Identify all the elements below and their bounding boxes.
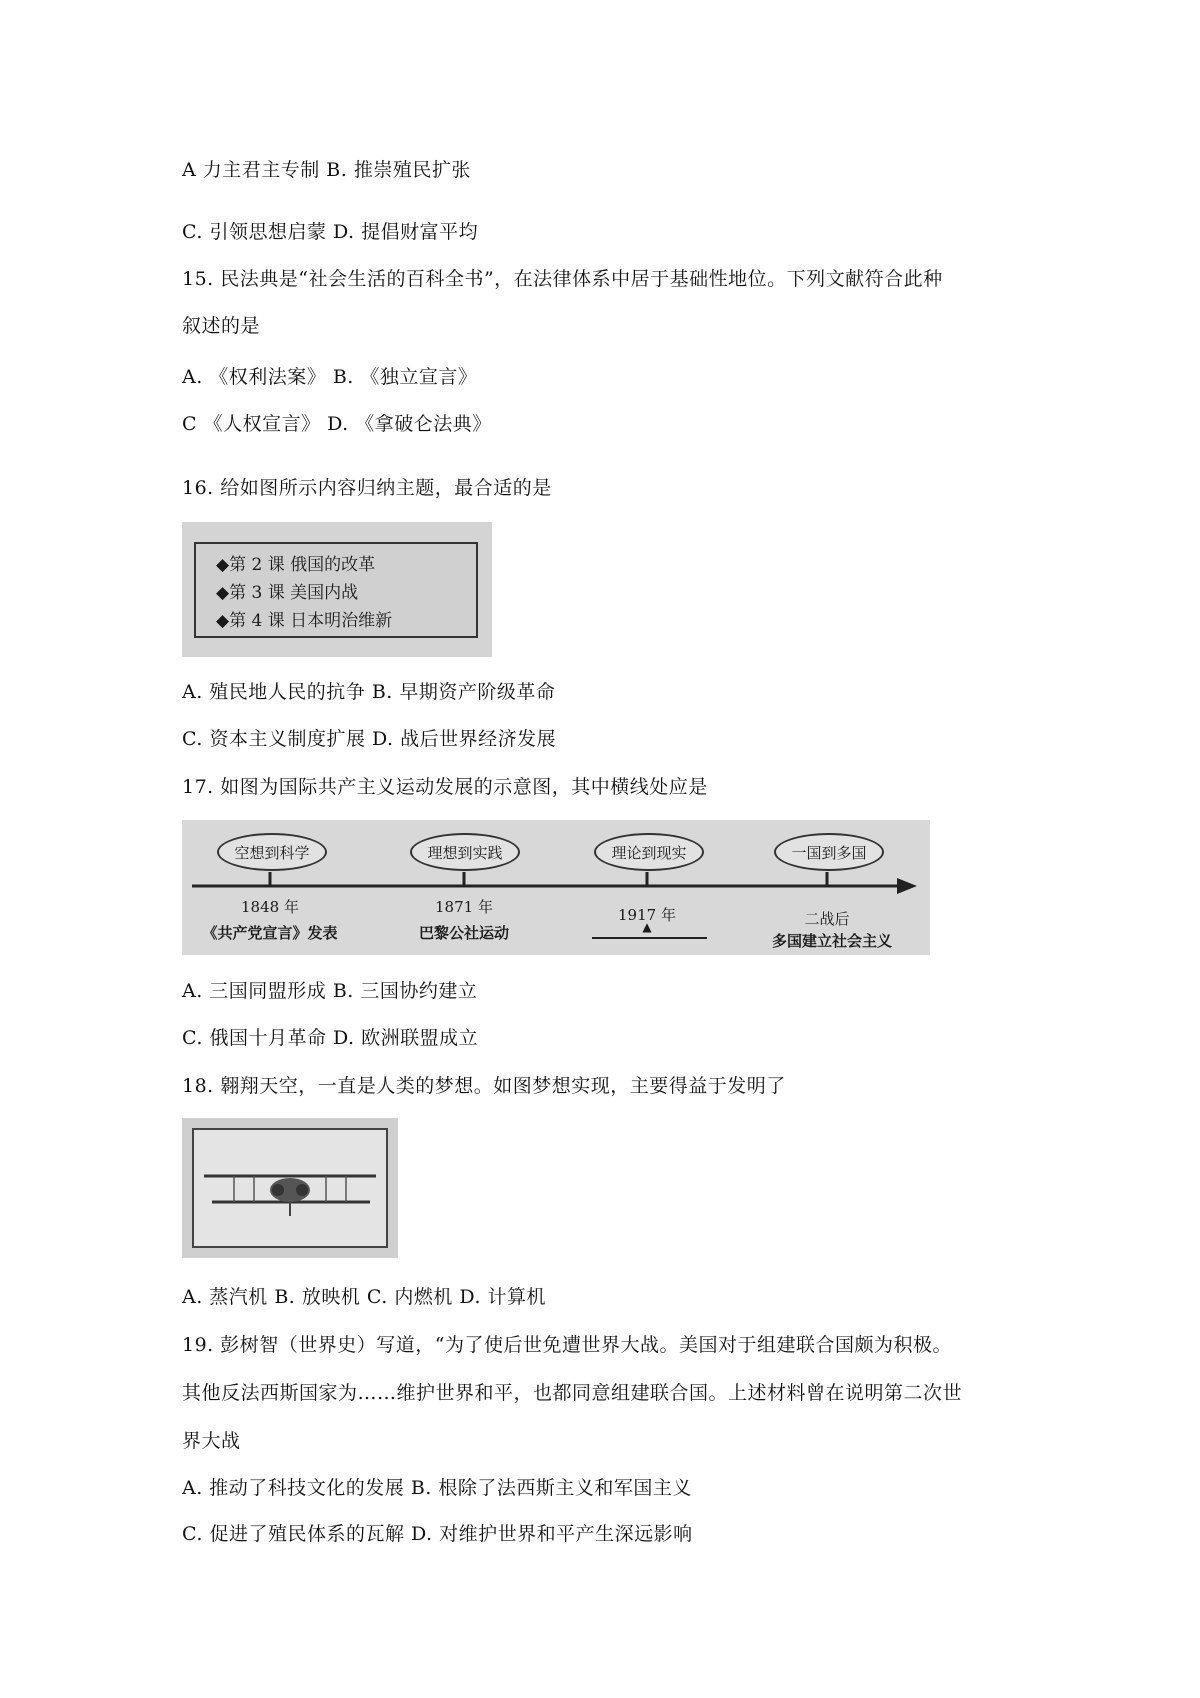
q15-options-row1: A. 《权利法案》 B. 《独立宣言》 — [182, 366, 478, 388]
q17-options-row2: C. 俄国十月革命 D. 欧洲联盟成立 — [182, 1027, 479, 1049]
q15-options-row2: C 《人权宣言》 D. 《拿破仑法典》 — [182, 413, 492, 435]
q17-stage-theory-to-reality: 理论到现实 — [594, 833, 704, 871]
q19-stem-line1: 19. 彭树智（世界史）写道，“为了使后世免遭世界大战。美国对于组建联合国颇为积极。 — [182, 1334, 952, 1356]
q17-year-1871: 1871 年 — [435, 898, 493, 916]
q17-event-socialist-states: 多国建立社会主义 — [771, 932, 892, 950]
q17-event-manifesto: 《共产党宣言》发表 — [202, 924, 338, 942]
q17-options-row1: A. 三国同盟形成 B. 三国协约建立 — [182, 980, 478, 1002]
q17-stage-one-to-many: 一国到多国 — [774, 833, 884, 871]
q17-stage-utopia-to-science: 空想到科学 — [217, 833, 327, 871]
q18-options-row1: A. 蒸汽机 B. 放映机 C. 内燃机 D. 计算机 — [182, 1286, 547, 1308]
q19-stem-line3: 界大战 — [182, 1430, 241, 1452]
q16-options-row2: C. 资本主义制度扩展 D. 战后世界经济发展 — [182, 728, 557, 750]
q15-stem-line2: 叙述的是 — [182, 315, 261, 337]
q17-stem: 17. 如图为国际共产主义运动发展的示意图，其中横线处应是 — [182, 776, 708, 798]
q17-blank-marker: ▲ — [642, 920, 652, 934]
q19-options-row1: A. 推动了科技文化的发展 B. 根除了法西斯主义和军国主义 — [182, 1477, 692, 1499]
q16-lesson-3: ◆第 3 课 美国内战 — [216, 583, 359, 603]
q16-lesson-box — [194, 542, 478, 638]
q17-year-postwar: 二战后 — [804, 910, 850, 928]
q14-options-row1: A 力主君主专制 B. 推崇殖民扩张 — [182, 159, 471, 181]
q16-options-row1: A. 殖民地人民的抗争 B. 早期资产阶级革命 — [182, 681, 556, 703]
airplane-icon — [194, 1130, 386, 1246]
q17-timeline-figure — [182, 820, 930, 955]
q16-figure — [182, 522, 492, 657]
q15-stem-line1: 15. 民法典是“社会生活的百科全书”，在法律体系中居于基础性地位。下列文献符合此种 — [182, 268, 943, 290]
q16-lesson-2: ◆第 2 课 俄国的改革 — [216, 555, 376, 575]
q19-options-row2: C. 促进了殖民体系的瓦解 D. 对维护世界和平产生深远影响 — [182, 1523, 693, 1545]
q18-airplane-photo — [182, 1118, 398, 1258]
q16-stem: 16. 给如图所示内容归纳主题，最合适的是 — [182, 477, 552, 499]
q16-lesson-4: ◆第 4 课 日本明治维新 — [216, 611, 393, 631]
q17-year-1848: 1848 年 — [241, 898, 299, 916]
q17-event-paris-commune: 巴黎公社运动 — [418, 924, 509, 942]
q19-stem-line2: 其他反法西斯国家为……维护世界和平，也都同意组建联合国。上述材料曾在说明第二次世 — [182, 1382, 963, 1404]
q14-options-row2: C. 引领思想启蒙 D. 提倡财富平均 — [182, 221, 479, 243]
q18-stem: 18. 翱翔天空，一直是人类的梦想。如图梦想实现，主要得益于发明了 — [182, 1075, 786, 1097]
q17-year-1917: 1917 年 — [618, 906, 676, 924]
q18-photo-frame — [192, 1128, 388, 1248]
q17-stage-ideal-to-practice: 理想到实践 — [410, 833, 520, 871]
